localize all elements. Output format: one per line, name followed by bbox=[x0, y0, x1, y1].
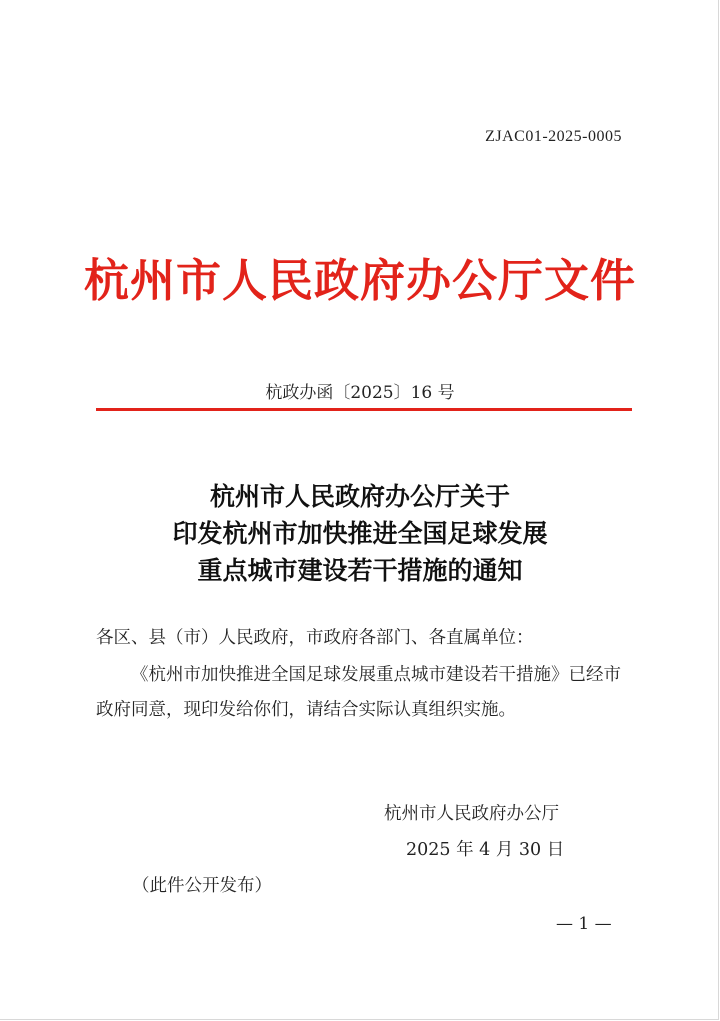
title-line-2: 印发杭州市加快推进全国足球发展 bbox=[172, 519, 548, 548]
title-line-3: 重点城市建设若干措施的通知 bbox=[197, 556, 523, 585]
issuing-authority: 杭州市人民政府办公厅 bbox=[384, 804, 559, 824]
document-code: ZJAC01-2025-0005 bbox=[485, 128, 622, 145]
notice-title bbox=[0, 478, 720, 589]
document-number: 杭政办函〔2025〕16 号 bbox=[265, 383, 455, 403]
issue-date: 2025 年 4 月 30 日 bbox=[406, 840, 565, 860]
page-number: — 1 — bbox=[556, 914, 612, 934]
body-paragraph: 《杭州市加快推进全国足球发展重点城市建设若干措施》已经市政府同意，现印发给你们，请结合实际认真组织实施。 bbox=[96, 665, 621, 720]
masthead-title: 杭州市人民政府办公厅文件 bbox=[83, 254, 636, 307]
addressee-line: 各区、县（市）人民政府，市政府各部门、各直属单位： bbox=[96, 628, 534, 648]
red-divider-line bbox=[96, 408, 632, 411]
release-note: （此件公开发布） bbox=[132, 876, 272, 896]
title-line-1: 杭州市人民政府办公厅关于 bbox=[209, 482, 510, 511]
